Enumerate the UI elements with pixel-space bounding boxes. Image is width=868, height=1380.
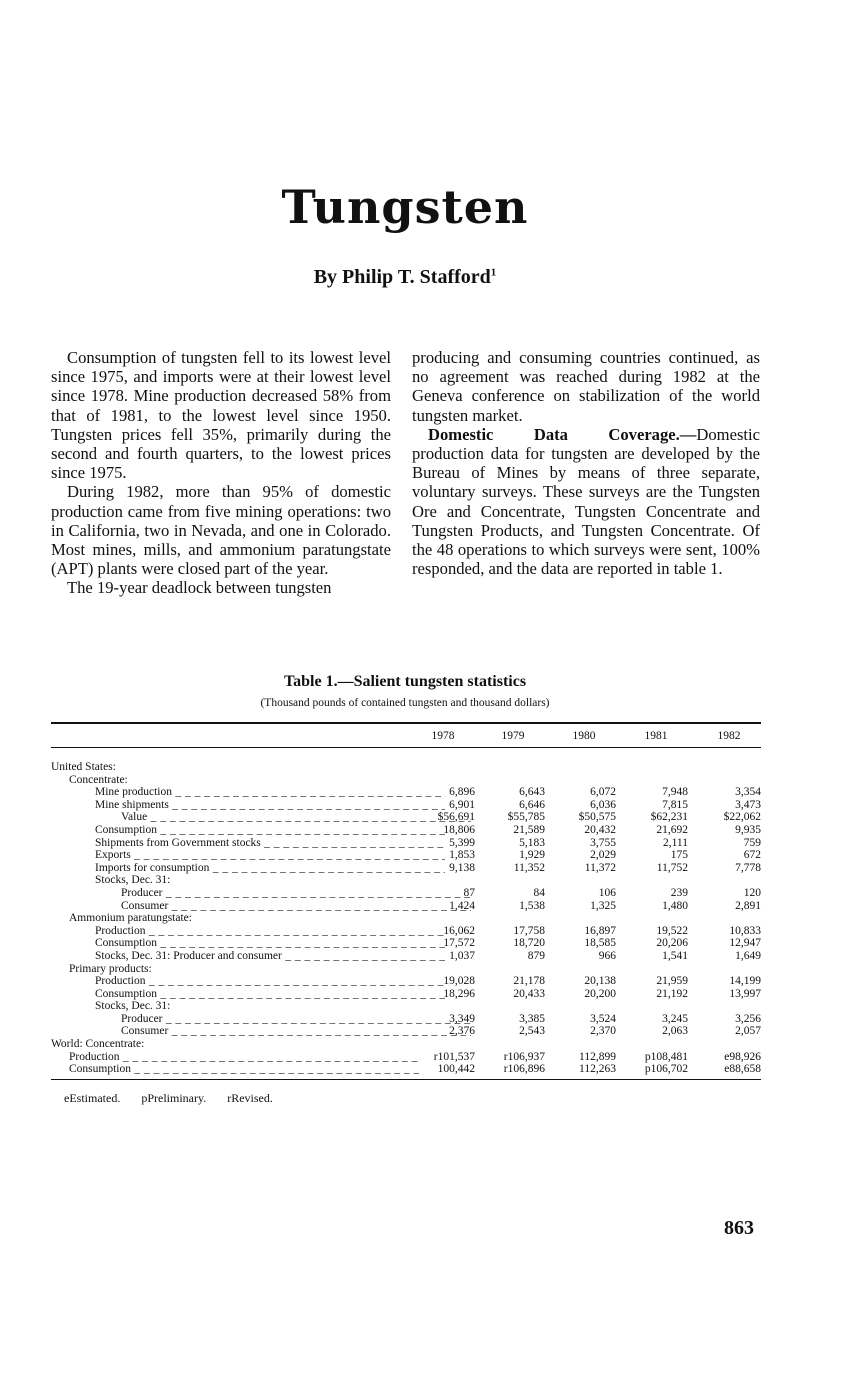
row-label: Producer _ _ _	[51, 887, 471, 900]
table-cell: 20,433	[513, 987, 545, 1000]
table-cell: 120	[743, 886, 761, 899]
table-cell: 6,036	[590, 798, 616, 811]
row-label: Stocks, Dec. 31: Producer and consumer _ _ _	[51, 950, 445, 963]
paragraph: During 1982, more than 95% of domestic production came from five mining operations: two in California, two in Nevada, and one in Colorado. Most mines, mills, and ammonium paratungstate (APT) plants were closed part of the year.	[51, 482, 391, 579]
table-body	[51, 748, 761, 1079]
table-cell: 7,778	[735, 861, 761, 874]
table-cell: 3,755	[590, 836, 616, 849]
table-cell: 21,589	[513, 823, 545, 836]
table-row	[51, 774, 761, 787]
table-cell: 2,111	[662, 836, 688, 849]
table-cell: 3,245	[662, 1012, 688, 1025]
table-row	[51, 937, 761, 950]
table-cell: 21,178	[513, 975, 545, 988]
table-cell: r101,537	[433, 1050, 475, 1063]
table-subtitle: (Thousand pounds of contained tungsten and thousand dollars)	[260, 697, 550, 709]
footnote-revised: rRevised.	[227, 1091, 273, 1105]
table-cell: 1,929	[519, 849, 545, 862]
table-cell: 106	[598, 886, 616, 899]
row-label: World: Concentrate:	[51, 1038, 145, 1051]
table-cell: 175	[670, 849, 688, 862]
table-cell: 11,372	[584, 861, 616, 874]
table-cell: 112,899	[579, 1050, 616, 1063]
table-row	[51, 887, 761, 900]
table-cell: 11,752	[656, 861, 688, 874]
table-cell: 84	[533, 886, 545, 899]
table-cell: 2,057	[735, 1025, 761, 1038]
footnote-estimated: eEstimated.	[64, 1091, 121, 1105]
paragraph: Consumption of tungsten fell to its lowest level since 1975, and imports were at their lowest level since 1978. Mine production decreased 58% from that of 1981, to the lowest level since 1950. Tungsten prices fell 35%, primarily during the second and fourth quarters, to the lowest prices since 1975.	[51, 348, 391, 483]
table-cell: 16,062	[443, 924, 475, 937]
statistics-table	[51, 722, 761, 1080]
table-cell: 18,296	[443, 987, 475, 1000]
table-cell: r106,896	[503, 1063, 545, 1076]
row-label: Concentrate:	[69, 773, 128, 786]
table-cell: 10,833	[729, 924, 761, 937]
row-label: Primary products:	[69, 962, 152, 975]
row-label: Consumption _ _ _	[51, 937, 445, 950]
table-row	[51, 874, 761, 887]
table-row	[51, 912, 761, 925]
table-row	[51, 811, 761, 824]
row-label: Production _ _ _	[51, 925, 445, 938]
table-cell: 13,997	[729, 987, 761, 1000]
column-header: 1978	[431, 730, 455, 742]
paragraph-data-coverage	[412, 425, 760, 579]
row-label: Consumer _ _ _	[51, 900, 471, 913]
column-header: 1981	[644, 730, 668, 742]
table-row	[51, 1051, 761, 1064]
author-footnote-marker: 1	[490, 266, 497, 279]
table-cell: 3,385	[519, 1012, 545, 1025]
table-cell: 19,028	[443, 975, 475, 988]
column-header: 1982	[717, 730, 741, 742]
table-cell: 6,901	[449, 798, 475, 811]
table-row	[51, 963, 761, 976]
row-label: Ammonium paratungstate:	[69, 912, 192, 925]
table-cell: 672	[743, 849, 761, 862]
table-row	[51, 1000, 761, 1013]
table-cell: 3,473	[735, 798, 761, 811]
table-cell: $50,575	[578, 811, 616, 824]
table-cell: 1,538	[519, 899, 545, 912]
row-label: Mine shipments _ _ _	[51, 799, 445, 812]
table-cell: 3,349	[449, 1012, 475, 1025]
table-cell: 2,063	[662, 1025, 688, 1038]
table-cell: 20,432	[584, 823, 616, 836]
row-label: Imports for consumption _ _ _	[51, 862, 445, 875]
table-cell: 21,692	[656, 823, 688, 836]
table-cell: 17,572	[443, 937, 475, 950]
table-cell: 239	[670, 886, 688, 899]
table-row	[51, 1025, 761, 1038]
table-cell: 2,370	[590, 1025, 616, 1038]
row-label: Value _ _ _	[51, 811, 471, 824]
page-number: 863	[724, 1217, 754, 1239]
table-cell: 7,815	[662, 798, 688, 811]
table-cell: 6,643	[519, 786, 545, 799]
table-footnotes	[64, 1091, 291, 1106]
table-cell: 20,200	[584, 987, 616, 1000]
row-label: Consumption _ _ _	[51, 988, 445, 1001]
table-cell: 16,897	[584, 924, 616, 937]
table-cell: 7,948	[662, 786, 688, 799]
table-cell: 21,959	[656, 975, 688, 988]
table-cell: 11,352	[513, 861, 545, 874]
table-cell: 3,524	[590, 1012, 616, 1025]
table-cell: $62,231	[650, 811, 688, 824]
table-cell: 966	[598, 949, 616, 962]
table-cell: 2,891	[735, 899, 761, 912]
table-cell: 17,758	[513, 924, 545, 937]
table-row	[51, 761, 761, 774]
table-cell: 9,935	[735, 823, 761, 836]
table-cell: 12,947	[729, 937, 761, 950]
table-cell: 1,853	[449, 849, 475, 862]
table-row	[51, 837, 761, 850]
row-label: Production _ _ _	[51, 975, 445, 988]
section-lead: Domestic Data Coverage.—	[428, 424, 697, 444]
left-column	[51, 348, 391, 598]
table-cell: 879	[527, 949, 545, 962]
table-cell: 1,424	[449, 899, 475, 912]
table-cell: 6,896	[449, 786, 475, 799]
table-cell: 6,072	[590, 786, 616, 799]
table-row	[51, 862, 761, 875]
table-cell: $22,062	[723, 811, 761, 824]
paragraph: producing and consuming countries continued, as no agreement was reached during 1982 at the Geneva conference on stabilization of the world tungsten market.	[412, 348, 760, 425]
table-cell: 3,354	[735, 786, 761, 799]
table-cell: 18,720	[513, 937, 545, 950]
table-cell: 1,541	[662, 949, 688, 962]
table-row	[51, 799, 761, 812]
table-row	[51, 950, 761, 963]
table-row	[51, 1013, 761, 1026]
table-title: Table 1.—Salient tungsten statistics	[283, 673, 527, 690]
table-cell: $55,785	[507, 811, 545, 824]
row-label: Consumption _ _ _	[51, 1063, 419, 1076]
table-row	[51, 900, 761, 913]
row-label: Producer _ _ _	[51, 1013, 471, 1026]
table-cell: e88,658	[724, 1063, 761, 1076]
paragraph-text: Domestic production data for tungsten are developed by the Bureau of Mines by means of three separate, voluntary surveys. These surveys are the Tungsten Ore and Concentrate, Tungsten Concentrate and Tungsten Products, and Tungsten Concentrate. Of the 48 operations to which surveys were sent, 100% responded, and the data are reported in table 1.	[412, 424, 760, 579]
table-cell: 5,183	[519, 836, 545, 849]
table-cell: 1,325	[590, 899, 616, 912]
table-row	[51, 1038, 761, 1051]
table-cell: 112,263	[579, 1063, 616, 1076]
table-row	[51, 975, 761, 988]
paragraph: The 19-year deadlock between tungsten	[67, 578, 332, 598]
table-cell: 18,806	[443, 823, 475, 836]
table-cell: 18,585	[584, 937, 616, 950]
table-cell: 87	[463, 886, 475, 899]
table-cell: 3,256	[735, 1012, 761, 1025]
table-cell: e98,926	[724, 1050, 761, 1063]
table-row	[51, 988, 761, 1001]
row-label: United States:	[51, 761, 116, 773]
table-row	[51, 849, 761, 862]
table-cell: 14,199	[729, 975, 761, 988]
table-cell: p108,481	[644, 1050, 688, 1063]
right-column	[412, 348, 760, 578]
table-cell: 21,192	[656, 987, 688, 1000]
table-cell: r106,937	[503, 1050, 545, 1063]
table-cell: 1,480	[662, 899, 688, 912]
table-cell: 2,543	[519, 1025, 545, 1038]
table-cell: p106,702	[644, 1063, 688, 1076]
table-row	[51, 786, 761, 799]
table-header	[51, 727, 761, 748]
author-byline	[0, 266, 810, 289]
column-header: 1980	[572, 730, 596, 742]
table-cell: 19,522	[656, 924, 688, 937]
row-label: Consumer _ _ _	[51, 1025, 471, 1038]
table-cell: 20,138	[584, 975, 616, 988]
footnote-preliminary: pPreliminary.	[141, 1091, 207, 1105]
table-cell: 100,442	[437, 1063, 475, 1076]
table-cell: 9,138	[449, 861, 475, 874]
table-cell: 6,646	[519, 798, 545, 811]
table-cell: 2,029	[590, 849, 616, 862]
row-label: Production _ _ _	[51, 1051, 419, 1064]
table-cell: 1,649	[735, 949, 761, 962]
page-title: Tungsten	[281, 180, 529, 234]
table-row	[51, 824, 761, 837]
row-label: Stocks, Dec. 31:	[95, 874, 171, 887]
table-cell: 2,376	[449, 1025, 475, 1038]
row-label: Mine production _ _ _	[51, 786, 445, 799]
table-cell: 1,037	[449, 949, 475, 962]
table-cell: $56,691	[437, 811, 475, 824]
table-cell: 759	[743, 836, 761, 849]
author-name: By Philip T. Stafford	[313, 266, 491, 288]
table-row	[51, 925, 761, 938]
row-label: Shipments from Government stocks _ _ _	[51, 837, 445, 850]
row-label: Exports _ _ _	[51, 849, 445, 862]
row-label: Stocks, Dec. 31:	[95, 1000, 171, 1013]
column-header: 1979	[501, 730, 525, 742]
table-cell: 5,399	[449, 836, 475, 849]
table-cell: 20,206	[656, 937, 688, 950]
table-row	[51, 1063, 761, 1076]
row-label: Consumption _ _ _	[51, 824, 445, 837]
